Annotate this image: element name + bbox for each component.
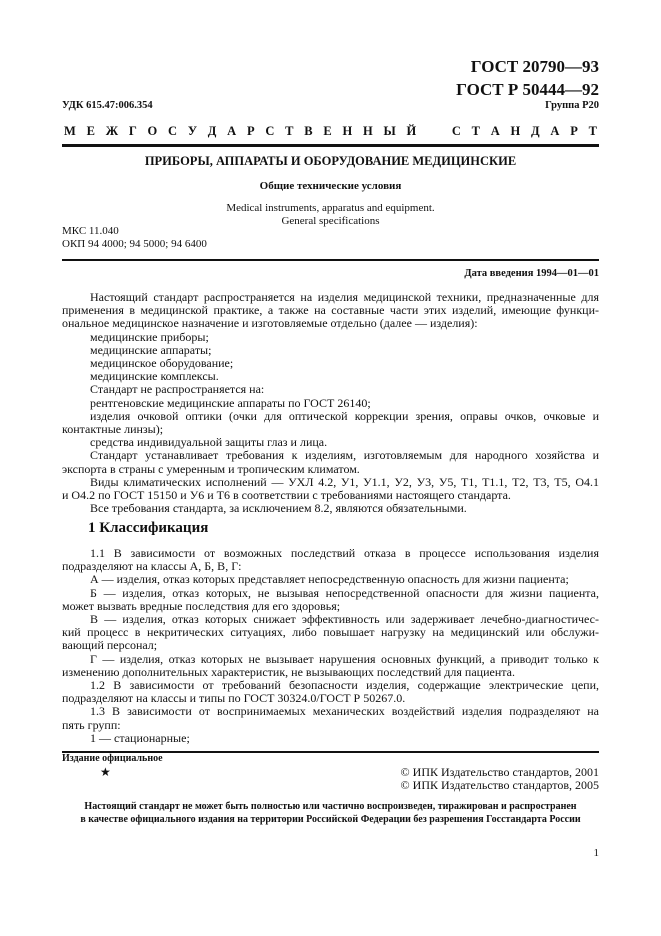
copyright-notice-2: в качестве официального издания на территории Российской Федерации без разрешения Госстандарта России — [80, 814, 581, 825]
text-line: медицинские комплексы. — [90, 369, 219, 384]
standard-type-letter: А — [490, 124, 500, 138]
document-title: ПРИБОРЫ, АППАРАТЫ И ОБОРУДОВАНИЕ МЕДИЦИНСКИЕ — [144, 154, 517, 168]
copyright-notice-1: Настоящий стандарт не может быть полностью или частично воспроизведен, тиражирован и распространен — [84, 801, 577, 812]
paragraph — [62, 653, 599, 679]
gost-number-2: ГОСТ Р 50444—92 — [456, 80, 599, 99]
standard-type-letter: С — [168, 124, 178, 138]
text-line: 1.2 В зависимости от требований безопасности изделия, содержащие электрические цепи, — [90, 678, 599, 693]
introduction-date: Дата введения 1994—01—01 — [464, 268, 599, 279]
section-1-text — [62, 547, 599, 745]
paragraph — [62, 449, 599, 475]
standard-type — [64, 124, 597, 139]
text-line: пять групп: — [62, 717, 121, 732]
text-line: Г — изделия, отказ которых не вызывает нарушения основных функций, а приводит только к — [90, 651, 599, 666]
divider — [62, 259, 599, 261]
text-line: рентгеновские медицинские аппараты по ГОСТ 26140; — [90, 395, 371, 410]
text-line: Настоящий стандарт распространяется на изделия медицинской техники, предназначенные для — [90, 290, 599, 304]
copyright-2001: © ИПК Издательство стандартов, 2001 — [400, 765, 599, 779]
paragraph — [62, 331, 599, 344]
standard-type-letter: Ж — [105, 124, 119, 138]
paragraph — [62, 613, 599, 653]
gost-number-1: ГОСТ 20790—93 — [470, 57, 599, 76]
standard-type-letter: С — [451, 124, 461, 138]
text-line: контактные линзы); — [62, 422, 164, 437]
text-line: медицинские приборы; — [90, 329, 209, 344]
standard-type-letter: Н — [510, 124, 521, 138]
udk-code: УДК 615.47:006.354 — [62, 100, 153, 111]
text-line: вающий персонал; — [62, 638, 158, 653]
standard-type-letter: А — [227, 124, 237, 138]
word-gap — [427, 124, 441, 139]
text-line: медицинское оборудование; — [90, 356, 234, 371]
text-line: может вызвать вредные последствия для его здоровья; — [62, 598, 341, 613]
text-line: 1.3 В зависимости от воспринимаемых механических воздействий изделия подразделяют на — [90, 704, 599, 719]
text-line: экспорта в страны с умеренным и тропическим климатом. — [62, 461, 360, 476]
standard-type-letter: У — [187, 124, 198, 138]
standard-type-letter: Т — [588, 124, 597, 138]
text-line: подразделяют на классы А, Б, В, Г: — [62, 559, 242, 574]
text-line: А — изделия, отказ которых представляет непосредственную опасность для жизни пациента; — [90, 572, 569, 587]
paragraph — [62, 502, 599, 515]
standard-type-letter: А — [550, 124, 560, 138]
text-line: Стандарт устанавливает требования к изделиям, изготовляемым для народного хозяйства и — [90, 448, 599, 463]
copyright-2005: © ИПК Издательство стандартов, 2005 — [400, 778, 599, 792]
section-heading: 1 Классификация — [88, 520, 209, 536]
paragraph — [62, 397, 599, 410]
paragraph — [62, 410, 599, 436]
standard-type-letter: Й — [406, 124, 417, 138]
paragraph — [62, 291, 599, 331]
standard-type-letter: Ы — [383, 124, 396, 138]
text-line: медицинские аппараты; — [90, 342, 212, 357]
standard-type-letter: Д — [531, 124, 540, 138]
okp-code: ОКП 94 4000; 94 5000; 94 6400 — [62, 238, 207, 250]
standard-type-letter: В — [304, 124, 313, 138]
text-line: применения в медицинской практике, а также на составные части этих изделий, имеющие функци- — [62, 303, 599, 318]
page-number: 1 — [593, 847, 599, 859]
text-line: 1 — стационарные; — [90, 730, 190, 745]
document-subtitle: Общие технические условия — [259, 180, 402, 192]
paragraph — [62, 679, 599, 705]
text-line: и О4.2 по ГОСТ 15150 и У6 и Т6 в соответствии с требованиями настоящего стандарта. — [62, 488, 511, 503]
edition-label: Издание официальное — [62, 753, 163, 764]
text-line: Виды климатических исполнений — УХЛ 4.2, У1, У1.1, У2, У3, У5, Т1, Т1.1, Т2, Т3, Т5, О4.1 — [90, 474, 599, 489]
paragraph — [62, 732, 599, 745]
standard-type-letter: О — [147, 124, 158, 138]
standard-type-letter: Е — [323, 124, 332, 138]
intro-text — [62, 291, 599, 515]
standard-type-letter: Д — [207, 124, 217, 138]
star-icon: ★ — [100, 765, 111, 779]
text-line: В — изделия, отказ которых снижает эффективность или задерживает лечебно-диагностичес- — [90, 612, 599, 627]
paragraph — [62, 587, 599, 613]
english-title-1: Medical instruments, apparatus and equipment. — [226, 202, 435, 214]
paragraph — [62, 383, 599, 396]
text-line: Стандарт не распространяется на: — [90, 382, 265, 397]
standard-type-letter: М — [64, 124, 76, 138]
text-line: подразделяют на классы и типы по ГОСТ 30324.0/ГОСТ Р 50267.0. — [62, 691, 406, 706]
text-line: 1.1 В зависимости от возможных последствий отказа в процессе использования изделия — [90, 546, 599, 560]
standard-type-letter: Р — [246, 124, 255, 138]
divider — [62, 144, 599, 147]
text-line: Б — изделия, отказ которых, не вызывая непосредственной опасности для жизни пациента, — [90, 585, 599, 600]
paragraph — [62, 573, 599, 586]
standard-type-letter: Н — [342, 124, 353, 138]
standard-type-letter: Т — [471, 124, 480, 138]
paragraph — [62, 547, 599, 573]
text-line: Все требования стандарта, за исключением 8.2, являются обязательными. — [90, 501, 467, 516]
paragraph — [62, 476, 599, 502]
text-line: изделия очковой оптики (очки для оптической коррекции зрения, оправы очков, очковые и — [90, 408, 599, 423]
standard-type-letter: Р — [570, 124, 578, 138]
group-code: Группа Р20 — [545, 100, 599, 111]
text-line: кий процесс в некритических ситуациях, либо повышает нагрузку на медицинский или обслужи- — [62, 625, 599, 640]
mks-code: МКС 11.040 — [62, 225, 119, 237]
standard-type-letter: Е — [86, 124, 95, 138]
standard-type-letter: С — [265, 124, 275, 138]
text-line: средства индивидуальной защиты глаз и лица. — [90, 435, 328, 450]
english-title-2: General specifications — [281, 215, 380, 227]
text-line: изменению дополнительных характеристик, не вызывающих последствий для пациента. — [62, 664, 515, 679]
paragraph — [62, 705, 599, 731]
standard-type-letter: Т — [285, 124, 294, 138]
text-line: ональное медицинское назначение и изготовляемые отдельно (далее — изделия): — [62, 316, 478, 331]
standard-type-letter: Г — [128, 124, 137, 138]
standard-type-letter: Н — [363, 124, 373, 138]
